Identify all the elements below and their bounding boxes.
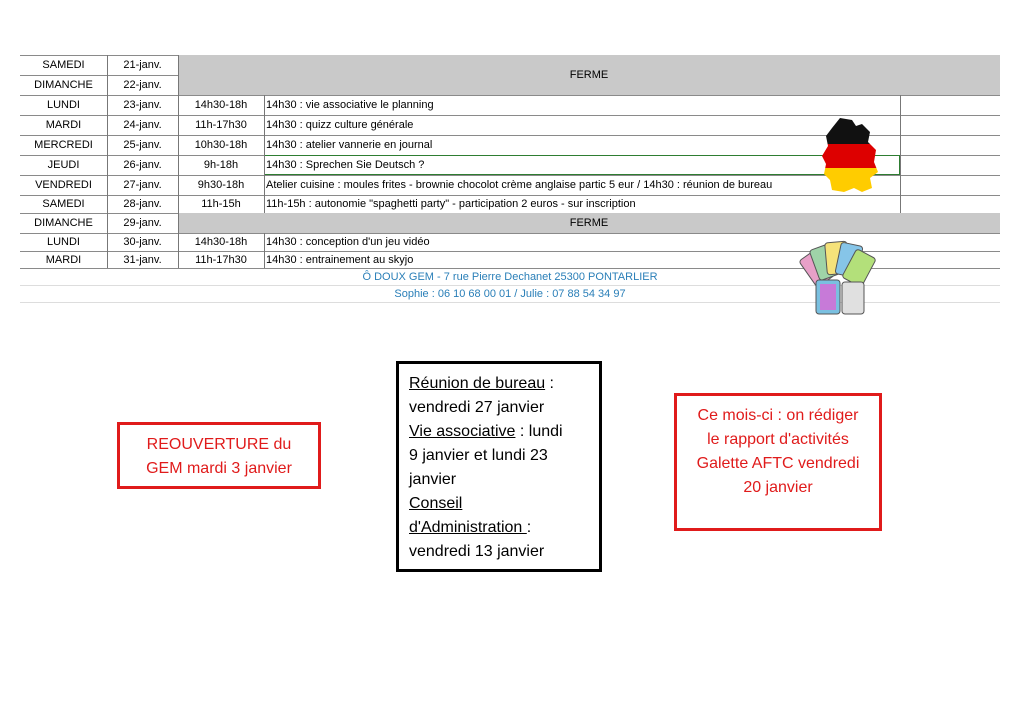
hours-cell: 11h-17h30 [195, 253, 247, 266]
activity-cell: 14h30 : quizz culture générale [266, 119, 414, 131]
date-cell: 26-janv. [123, 159, 162, 171]
month-line2: le rapport d'activités [707, 431, 849, 448]
activity-cell: 14h30 : atelier vannerie en journal [266, 139, 433, 151]
day-cell: VENDREDI [35, 179, 92, 191]
date-cell: 23-janv. [123, 99, 162, 111]
day-cell: LUNDI [46, 236, 80, 248]
meeting-title: d'Administration [409, 519, 527, 536]
column-divider [264, 95, 265, 213]
table-row [20, 95, 1000, 115]
closed-label: FERME [569, 217, 609, 229]
meeting-separator: : [545, 375, 554, 392]
date-cell: 28-janv. [123, 198, 162, 210]
closed-label: FERME [569, 69, 609, 81]
date-cell: 29-janv. [123, 217, 162, 229]
date-cell: 22-janv. [123, 79, 162, 91]
meeting-date: vendredi 13 janvier [409, 543, 545, 560]
day-cell: MERCREDI [34, 139, 93, 151]
table-row [20, 195, 1000, 213]
reopening-line2: GEM mardi 3 janvier [146, 460, 292, 477]
meeting-separator: : lundi [515, 423, 563, 440]
hours-cell: 14h30-18h [194, 236, 248, 248]
column-divider [900, 95, 901, 213]
germany-flag-icon [818, 116, 884, 194]
reopening-notice [117, 422, 321, 489]
meeting-date: vendredi 27 janvier [409, 399, 545, 416]
meeting-title: Conseil [409, 495, 463, 512]
day-cell: LUNDI [46, 99, 80, 111]
date-cell: 27-janv. [123, 179, 162, 191]
date-cell: 25-janv. [123, 139, 162, 151]
date-cell: 24-janv. [123, 119, 162, 131]
day-cell: MARDI [45, 119, 82, 131]
reopening-line1: REOUVERTURE du [146, 436, 292, 453]
contacts-line: Sophie : 06 10 68 00 01 / Julie : 07 88 54 34 97 [394, 288, 626, 300]
address-line: Ô DOUX GEM - 7 rue Pierre Dechanet 25300 PONTARLIER [362, 271, 658, 283]
meeting-title: Vie associative [409, 423, 516, 440]
activity-cell: 14h30 : entrainement au skyjo [266, 253, 414, 266]
day-cell: SAMEDI [42, 198, 85, 210]
meeting-separator: : [526, 519, 532, 536]
skyjo-cards-icon [798, 238, 878, 318]
column-divider [264, 233, 265, 268]
activity-cell: 14h30 : conception d'un jeu vidéo [266, 236, 430, 248]
meetings-notice [396, 361, 602, 572]
hours-cell: 10h30-18h [194, 139, 248, 151]
date-cell: 31-janv. [123, 253, 162, 266]
hours-cell: 9h30-18h [197, 179, 245, 191]
selected-cell-outline [264, 155, 900, 175]
closed-banner [178, 213, 1000, 233]
date-cell: 21-janv. [123, 59, 162, 71]
day-cell: SAMEDI [42, 59, 85, 71]
activity-cell: 11h-15h : autonomie "spaghetti party" - participation 2 euros - sur inscription [266, 198, 636, 210]
month-notice [674, 393, 882, 531]
day-cell: JEUDI [47, 159, 80, 171]
day-cell: DIMANCHE [34, 217, 93, 229]
meeting-date: janvier [409, 471, 457, 488]
column-divider [178, 55, 179, 268]
date-cell: 30-janv. [123, 236, 162, 248]
hours-cell: 9h-18h [203, 159, 239, 171]
activity-cell: Atelier cuisine : moules frites - brownie chocolot crème anglaise partic 5 eur / 14h30 : réunion de bureau [266, 179, 773, 191]
month-line4: 20 janvier [743, 479, 813, 496]
column-divider [107, 55, 108, 268]
hours-cell: 14h30-18h [194, 99, 248, 111]
activity-cell: 14h30 : vie associative le planning [266, 99, 434, 111]
meeting-date: 9 janvier et lundi 23 [409, 447, 548, 464]
activity-cell: 14h30 : Sprechen Sie Deutsch ? [266, 159, 425, 171]
meeting-title: Réunion de bureau [409, 375, 546, 392]
day-cell: DIMANCHE [34, 79, 93, 91]
hours-cell: 11h-15h [201, 198, 241, 210]
day-cell: MARDI [45, 253, 82, 266]
month-line3: Galette AFTC vendredi [696, 455, 860, 472]
closed-banner [178, 55, 1000, 95]
month-line1: Ce mois-ci : on rédiger [697, 407, 859, 424]
hours-cell: 11h-17h30 [195, 119, 247, 131]
